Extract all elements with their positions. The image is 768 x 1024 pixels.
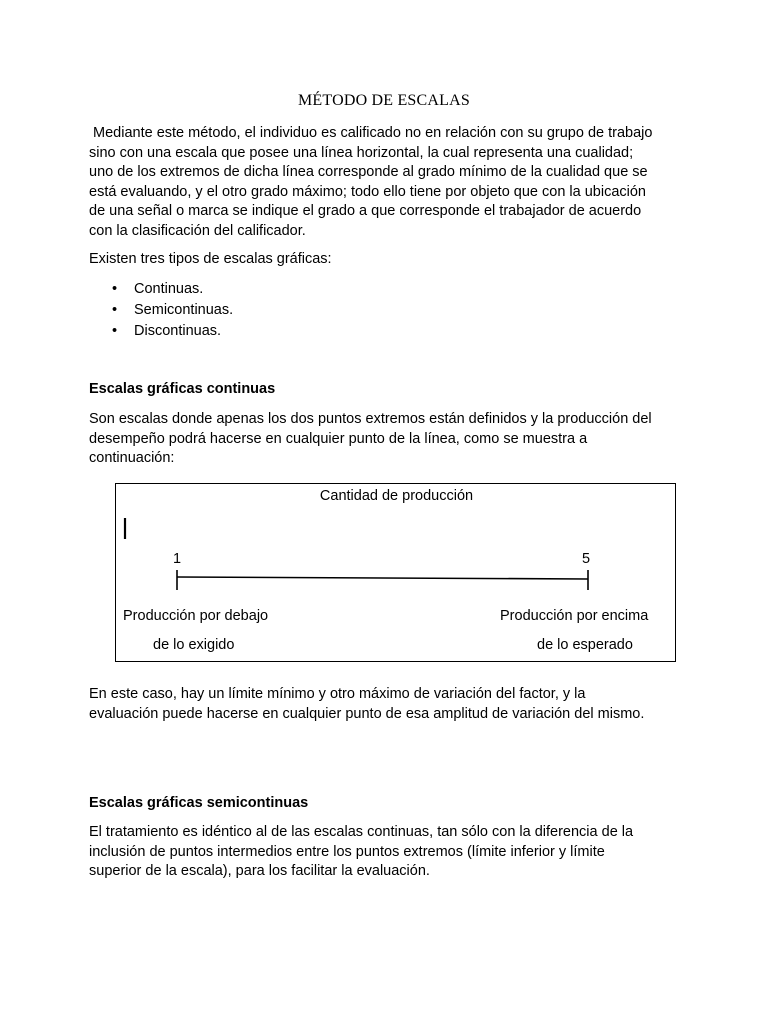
semicontinuous-line: inclusión de puntos intermedios entre los puntos extremos (límite inferior y límite [89, 843, 605, 860]
intro-line: uno de los extremos de dicha línea corresponde al grado mínimo de la cualidad que se [89, 164, 648, 180]
intro-line: con la clasificación del calificador. [89, 222, 306, 239]
scale-title: Cantidad de producción [319, 488, 474, 504]
semicontinuous-paragraph [89, 823, 689, 882]
intro-line: Mediante este método, el individuo es calificado no en relación con su grupo de trabajo [89, 125, 653, 141]
list-item: • Discontinuas. [89, 321, 233, 342]
continuous-note-paragraph [89, 685, 689, 724]
scale-figure-box [115, 483, 676, 662]
scale-left-caption-2: de lo exigido [153, 637, 235, 653]
intro-line: sino con una escala que posee una línea horizontal, la cual representa una cualidad; [89, 144, 634, 161]
scale-right-caption-2: de lo esperado [537, 637, 633, 653]
scale-left-caption-1: Producción por debajo [123, 608, 269, 624]
list-item: • Continuas. [89, 279, 233, 300]
scale-line [177, 577, 588, 579]
continuous-line: Son escalas donde apenas los dos puntos extremos están definidos y la producción del [89, 411, 652, 427]
scale-types-list [89, 279, 233, 342]
page-title: MÉTODO DE ESCALAS [297, 92, 470, 109]
section-heading-continuous: Escalas gráficas continuas [89, 381, 276, 397]
list-item: • Semicontinuas. [89, 300, 233, 321]
continuous-line: desempeño podrá hacerse en cualquier punto de la línea, como se muestra a [89, 430, 588, 447]
types-intro: Existen tres tipos de escalas gráficas: [89, 251, 332, 267]
scale-max-label: 5 [582, 551, 591, 567]
continuous-paragraph [89, 410, 689, 469]
intro-line: de una señal o marca se indique el grado a que corresponde el trabajador de acuerdo [89, 203, 642, 219]
note-line: En este caso, hay un límite mínimo y otro máximo de variación del factor, y la [89, 686, 586, 702]
intro-line: está evaluando, y el otro grado máximo; todo ello tiene por objeto que con la ubicación [89, 183, 646, 200]
note-line: evaluación puede hacerse en cualquier punto de esa amplitud de variación del mismo. [89, 705, 645, 722]
scale-min-label: 1 [173, 551, 182, 567]
intro-paragraph [89, 124, 689, 241]
semicontinuous-line: superior de la escala), para los facilitar la evaluación. [89, 863, 430, 879]
section-heading-semicontinuous: Escalas gráficas semicontinuas [89, 795, 309, 811]
semicontinuous-line: El tratamiento es idéntico al de las escalas continuas, tan sólo con la diferencia de la [89, 824, 634, 840]
continuous-line: continuación: [89, 450, 175, 466]
scale-right-caption-1: Producción por encima [500, 608, 649, 624]
